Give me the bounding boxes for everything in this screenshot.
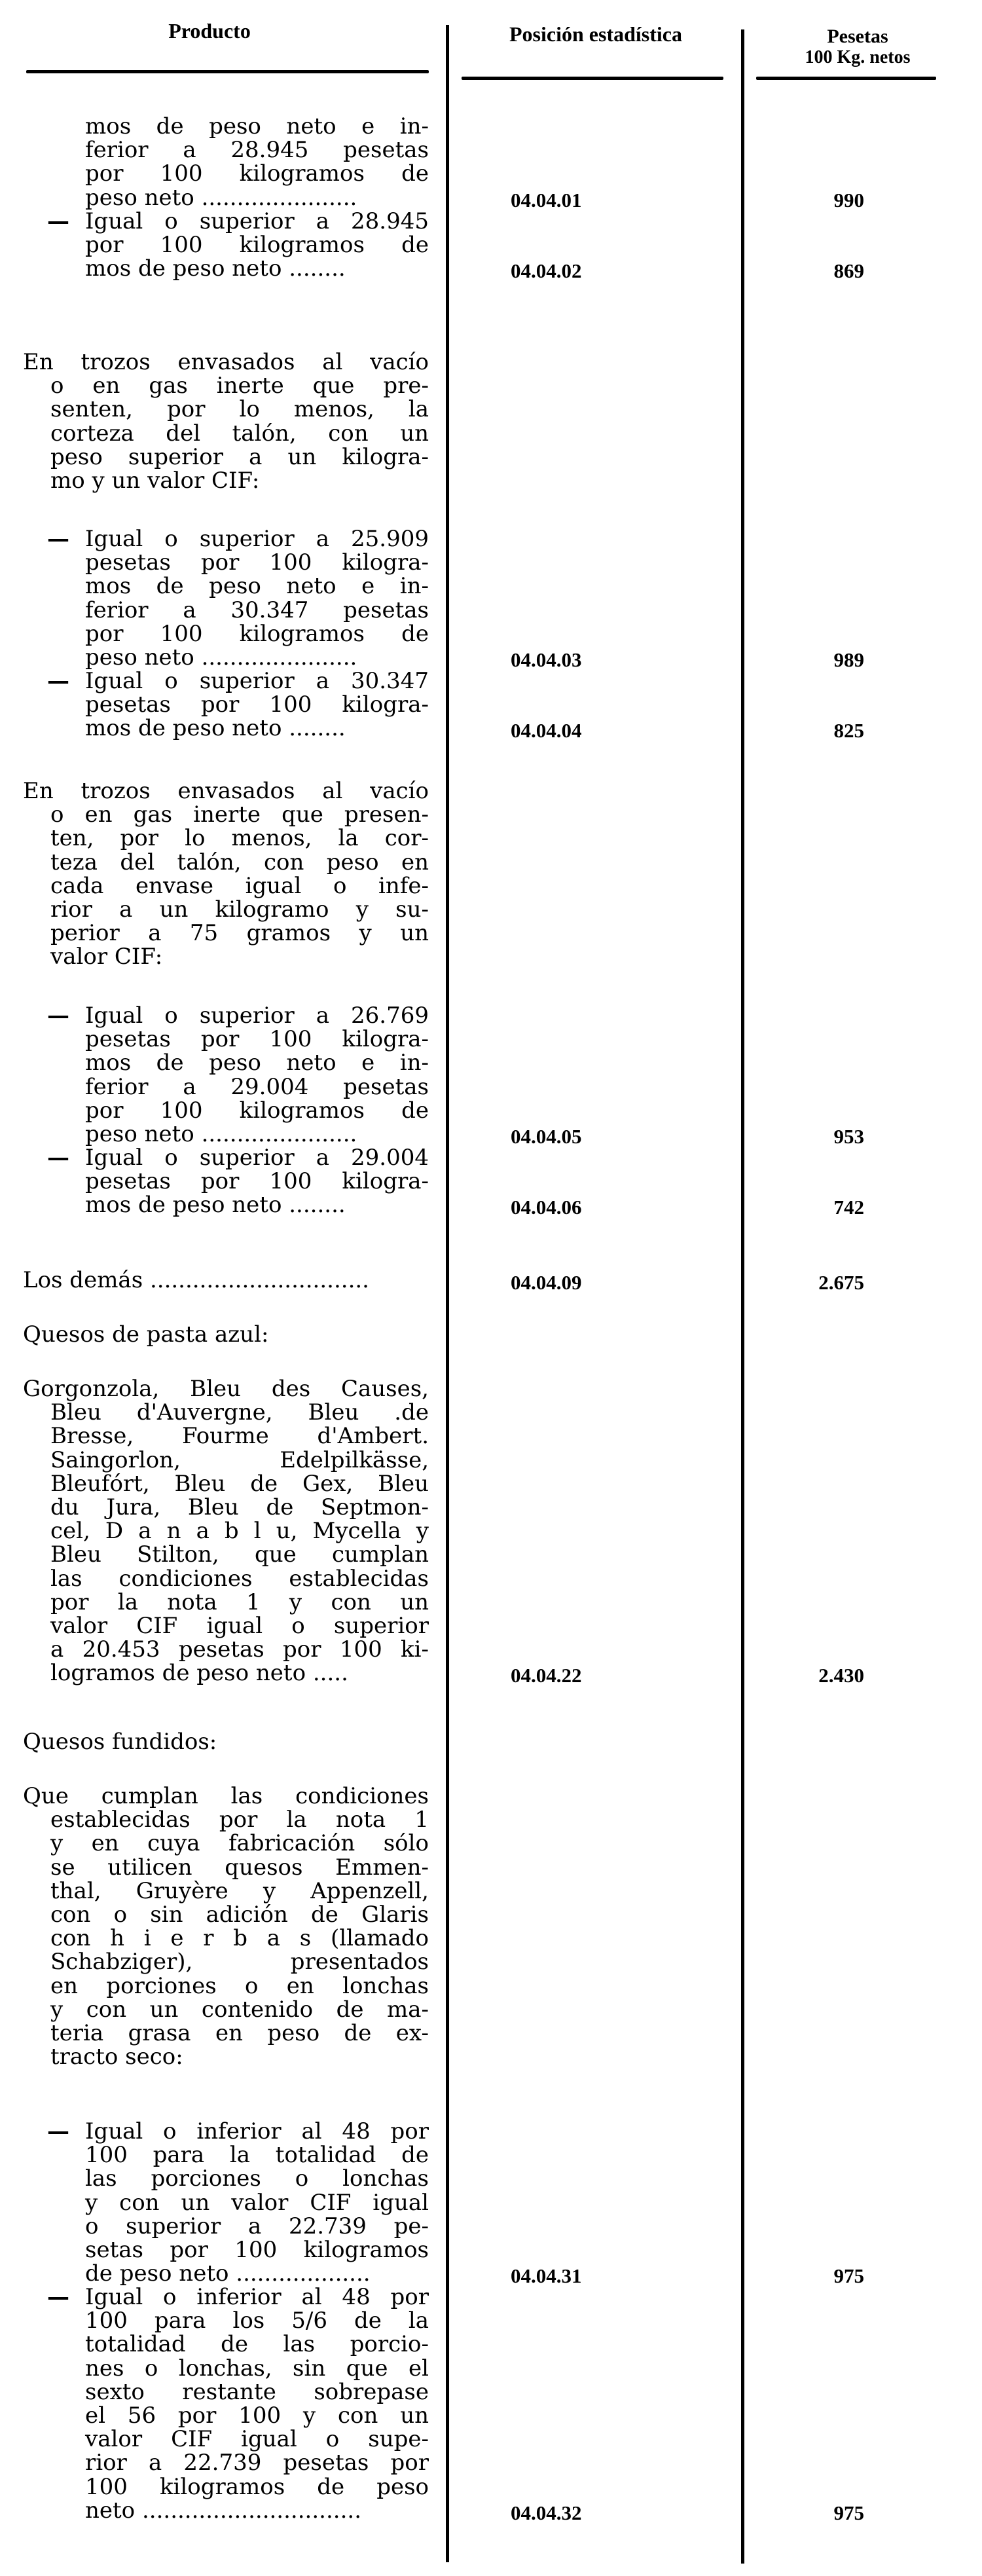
description-line: Igual o superior a 28.945 [85, 208, 429, 234]
description-line: con h i e r b a s (llamado [50, 1925, 429, 1952]
pesetas-value: 989 [833, 648, 864, 671]
column-header-product: Producto [168, 19, 251, 43]
product-entry [47, 2118, 429, 2287]
product-entry [47, 1145, 429, 1219]
description-line: o superior a 22.739 pe- [85, 2213, 429, 2239]
product-entry [47, 208, 429, 282]
description-line: rior a 22.739 pesetas por [85, 2450, 429, 2476]
column-header-pesetas [753, 26, 962, 68]
description-line: tracto seco: [50, 2044, 183, 2070]
description-line: cada envase igual o infe- [50, 872, 429, 899]
description-line: pesetas por 100 kilogra- [85, 691, 429, 718]
description-line: mos de peso neto e in- [85, 113, 429, 139]
product-entry [47, 526, 429, 671]
statistical-position: 04.04.31 [511, 2264, 582, 2288]
description-line: Bleu d'Auvergne, Bleu .de [50, 1399, 429, 1426]
pesetas-value: 953 [833, 1125, 864, 1148]
description-line: Igual o inferior al 48 por [85, 2118, 429, 2144]
pesetas-value: 869 [833, 259, 864, 283]
statistical-position: 04.04.01 [511, 188, 582, 212]
pesetas-value: 975 [833, 2501, 864, 2524]
description-line: de peso neto ................... [85, 2260, 371, 2287]
column-divider-left [446, 25, 449, 2562]
description-line: senten, por lo menos, la [50, 396, 429, 423]
description-line: establecidas por la nota 1 [50, 1807, 429, 1833]
list-dash: — [47, 668, 69, 694]
description-line: peso superior a un kilogra- [50, 443, 429, 470]
description-line: por 100 kilogramos de [85, 1097, 429, 1124]
statistical-position: 04.04.09 [511, 1271, 582, 1294]
description-line: mos de peso neto ........ [85, 715, 346, 742]
pesetas-value: 2.430 [818, 1664, 864, 1687]
description-line: mos de peso neto ........ [85, 1192, 346, 1219]
description-line: Quesos fundidos: [23, 1729, 217, 1755]
description-line: peso neto ...................... [85, 184, 357, 211]
description-line: el 56 por 100 y con un [85, 2402, 429, 2429]
description-line: a 20.453 pesetas por 100 ki- [50, 1636, 429, 1663]
description-line: mos de peso neto e in- [85, 573, 429, 600]
pesetas-value: 2.675 [818, 1271, 864, 1294]
description-line: o en gas inerte que presen- [50, 801, 429, 828]
description-line: peso neto ...................... [85, 1120, 357, 1147]
column-divider-right [741, 29, 744, 2564]
description-line: pesetas por 100 kilogra- [85, 1168, 429, 1195]
header-underline-product [26, 70, 429, 73]
product-entry [23, 1730, 429, 1754]
description-line: por 100 kilogramos de [85, 232, 429, 259]
pesetas-value: 990 [833, 188, 864, 212]
list-dash: — [47, 2284, 69, 2310]
description-line: Igual o superior a 29.004 [85, 1145, 429, 1171]
description-line: y en cuya fabricación sólo [50, 1830, 429, 1857]
product-entry [23, 350, 429, 492]
list-dash: — [47, 1003, 69, 1029]
description-line: Bleu Stilton, que cumplan [50, 1541, 429, 1568]
description-line: nes o lonchas, sin que el [85, 2355, 429, 2382]
product-entry [23, 1323, 429, 1346]
list-dash: — [47, 208, 69, 234]
description-line: 100 para los 5/6 de la [85, 2308, 429, 2334]
description-line: pesetas por 100 kilogra- [85, 1026, 429, 1053]
description-line: y con un valor CIF igual [85, 2189, 429, 2216]
pesetas-line-1: Pesetas [827, 26, 888, 47]
description-line: valor CIF: [50, 944, 163, 970]
statistical-position: 04.04.05 [511, 1125, 582, 1148]
description-line: rior a un kilogramo y su- [50, 896, 429, 923]
product-entry [23, 1377, 429, 1685]
description-line: Que cumplan las condiciones [23, 1783, 429, 1809]
description-line: y con un contenido de ma- [50, 1996, 429, 2023]
description-line: pesetas por 100 kilogra- [85, 549, 429, 576]
description-line: mos de peso neto e in- [85, 1050, 429, 1076]
description-line: en porciones o en lonchas [50, 1972, 429, 1999]
list-dash: — [47, 526, 69, 552]
product-entry [23, 1268, 429, 1292]
description-line: Igual o superior a 30.347 [85, 668, 429, 694]
description-line: Gorgonzola, Bleu des Causes, [23, 1376, 429, 1402]
description-line: En trozos envasados al vacío [23, 349, 429, 375]
description-line: las condiciones establecidas [50, 1565, 429, 1592]
description-line: Los demás ............................... [23, 1267, 369, 1293]
header-underline-pesetas [756, 77, 936, 80]
description-line: setas por 100 kilogramos [85, 2236, 429, 2263]
product-entry [23, 1784, 429, 2069]
description-line: ferior a 29.004 pesetas [85, 1073, 429, 1100]
description-line: corteza del talón, con un [50, 420, 429, 447]
description-line: se utilicen quesos Emmen- [50, 1854, 429, 1881]
product-entry [23, 779, 429, 969]
header-underline-position [462, 77, 723, 80]
description-line: ferior a 28.945 pesetas [85, 137, 429, 164]
description-line: mos de peso neto ........ [85, 255, 346, 282]
description-line: Bresse, Fourme d'Ambert. [50, 1423, 429, 1450]
pesetas-value: 742 [833, 1196, 864, 1219]
list-dash: — [47, 2118, 69, 2144]
statistical-position: 04.04.04 [511, 719, 582, 743]
description-line: teria grasa en peso de ex- [50, 2019, 429, 2046]
pesetas-value: 975 [833, 2264, 864, 2288]
description-line: por 100 kilogramos de [85, 160, 429, 187]
product-entry [85, 115, 429, 210]
description-line: logramos de peso neto ..... [50, 1660, 348, 1687]
description-line: ferior a 30.347 pesetas [85, 597, 429, 623]
description-line: neto ............................... [85, 2497, 361, 2524]
pesetas-line-2: 100 Kg. netos [805, 47, 911, 67]
description-line: 100 kilogramos de peso [85, 2473, 429, 2500]
product-entry [47, 668, 429, 742]
pesetas-value: 825 [833, 719, 864, 743]
description-line: o en gas inerte que pre- [50, 373, 429, 399]
statistical-position: 04.04.03 [511, 648, 582, 671]
statistical-position: 04.04.02 [511, 259, 582, 283]
description-line: perior a 75 gramos y un [50, 920, 429, 947]
description-line: las porciones o lonchas [85, 2165, 429, 2192]
product-entry [47, 2284, 429, 2524]
description-line: du Jura, Bleu de Septmon- [50, 1494, 429, 1520]
description-line: Igual o superior a 25.909 [85, 526, 429, 552]
description-line: thal, Gruyère y Appenzell, [50, 1877, 429, 1904]
description-line: Bleufórt, Bleu de Gex, Bleu [50, 1470, 429, 1497]
description-line: totalidad de las porcio- [85, 2331, 429, 2358]
description-line: Saingorlon, Edelpilkässe, [50, 1446, 429, 1473]
description-line: sexto restante sobrepase [85, 2378, 429, 2405]
statistical-position: 04.04.22 [511, 1664, 582, 1687]
description-line: por 100 kilogramos de [85, 620, 429, 647]
description-line: Igual o superior a 26.769 [85, 1003, 429, 1029]
description-line: mo y un valor CIF: [50, 467, 260, 494]
description-line: con o sin adición de Glaris [50, 1901, 429, 1928]
product-entry [47, 1003, 429, 1147]
description-line: 100 para la totalidad de [85, 2142, 429, 2169]
statistical-position: 04.04.06 [511, 1196, 582, 1219]
description-line: Schabziger), presentados [50, 1949, 429, 1976]
description-line: por la nota 1 y con un [50, 1589, 429, 1615]
description-line: valor CIF igual o supe- [85, 2426, 429, 2453]
description-line: teza del talón, con peso en [50, 849, 429, 875]
description-line: Quesos de pasta azul: [23, 1321, 269, 1348]
description-line: peso neto ...................... [85, 644, 357, 671]
description-line: Igual o inferior al 48 por [85, 2284, 429, 2310]
description-line: ten, por lo menos, la cor- [50, 825, 429, 852]
description-line: valor CIF igual o superior [50, 1612, 429, 1639]
column-header-position: Posición estadística [509, 22, 682, 46]
description-line: cel, D a n a b l u, Mycella y [50, 1518, 429, 1545]
statistical-position: 04.04.32 [511, 2501, 582, 2524]
description-line: En trozos envasados al vacío [23, 778, 429, 804]
list-dash: — [47, 1145, 69, 1171]
